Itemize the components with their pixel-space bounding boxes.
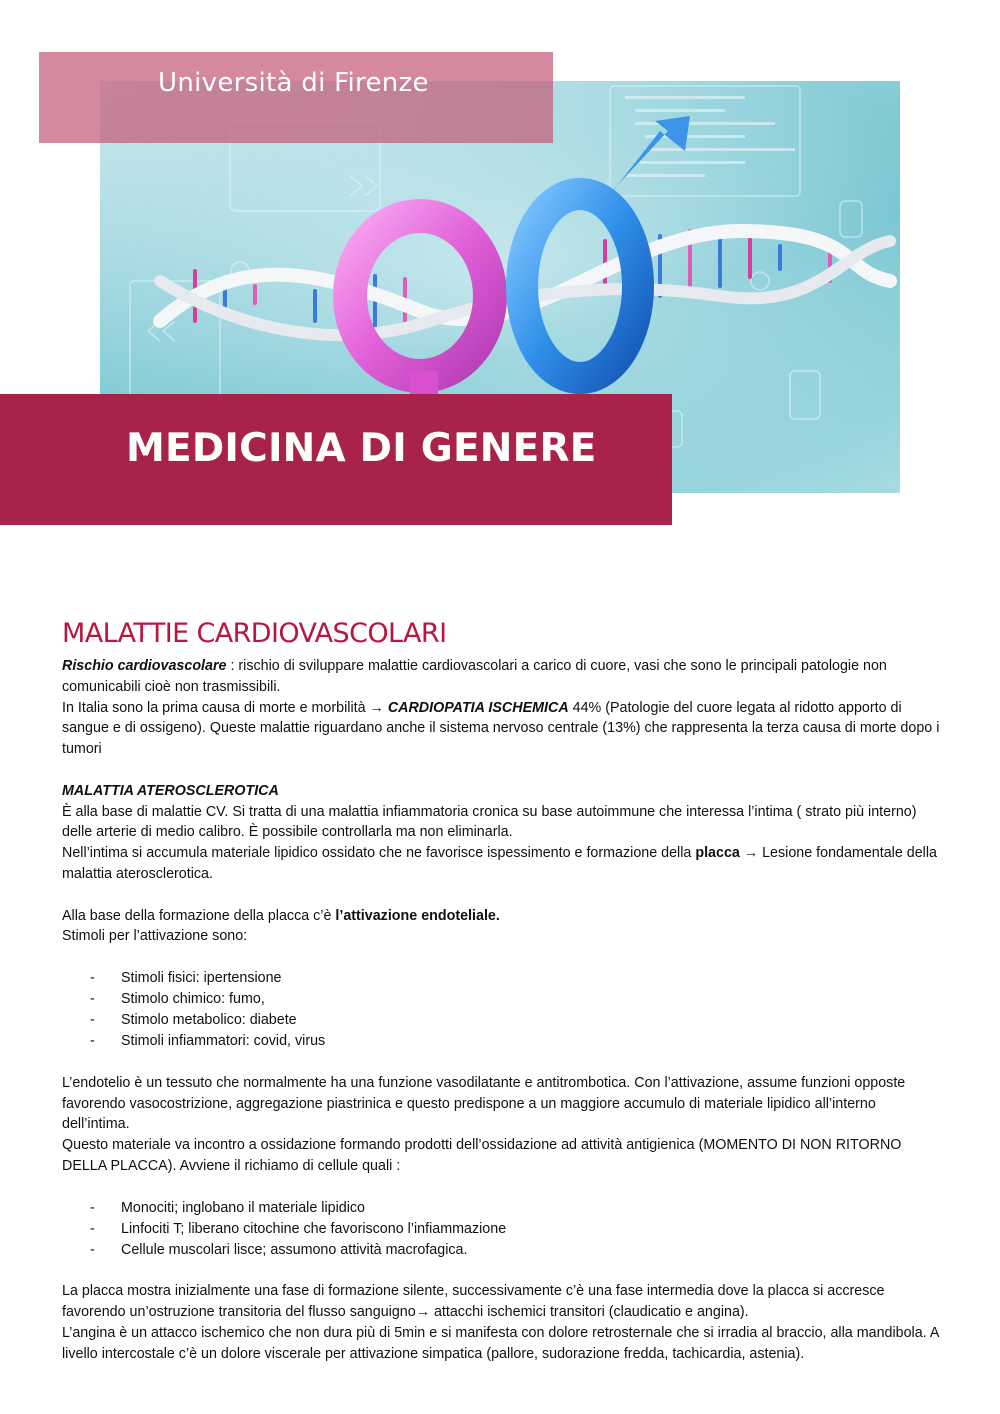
list-item-text: Stimoli infiammatori: covid, virus: [121, 1032, 326, 1049]
spacer: [62, 1177, 942, 1198]
list-item-text: Stimoli fisici: ipertensione: [121, 969, 282, 986]
university-name: Università di Firenze: [158, 68, 429, 98]
list-item: [62, 1198, 942, 1219]
athero-p3-term: l’attivazione endoteliale.: [335, 907, 500, 924]
athero-paragraph-3: [62, 906, 942, 927]
athero-p2-term: placca: [695, 845, 740, 862]
spacer: [62, 760, 942, 781]
section-heading: MALATTIE CARDIOVASCOLARI: [62, 618, 447, 649]
intro-term: Rischio cardiovascolare: [62, 658, 227, 674]
athero-p2-tail: Lesione fondamentale della malattia aterosclerotica.: [62, 845, 937, 882]
intro-text: : rischio di sviluppare malattie cardiovascolari a carico di cuore, vasi che sono le principali patologie non comunicabili cioè non trasmissibili.: [62, 658, 887, 695]
athero-p3-lead: Alla base della formazione della placca c’è: [62, 907, 336, 924]
dash-bullet: -: [90, 1241, 95, 1258]
italy-lead: In Italia sono la prima causa di morte e morbilità: [62, 699, 370, 716]
athero-paragraph-4: Stimoli per l’attivazione sono:: [62, 928, 248, 945]
cells-list: [62, 1198, 942, 1261]
plaque-paragraph-2: L’angina è un attacco ischemico che non dura più di 5min e si manifesta con dolore retrosternale che si irradia al braccio, alla mandibola. A livello intercostale c’è un dolore viscerale per attivazione simpatica (pallore, sudorazione fredda, tachicardia, astenia).: [62, 1324, 939, 1362]
spacer: [62, 1261, 942, 1282]
athero-p2-lead: Nell’intima si accumula materiale lipidico ossidato che ne favorisce ispessimento e formazione della: [62, 845, 696, 862]
list-item-text: Linfociti T; liberano citochine che favoriscono l’infiammazione: [121, 1220, 507, 1237]
athero-paragraph-2: [62, 843, 942, 885]
document-body: [62, 616, 942, 1365]
list-item: [62, 1031, 942, 1052]
intro-paragraph: [62, 656, 942, 698]
italy-text: 44% (Patologie del cuore legata al ridotto apporto di sangue e di ossigeno). Queste malattie riguardano anche il sistema nervoso centrale (13%) che rappresenta la terza causa di morte dopo i tumori: [62, 699, 940, 758]
dash-bullet: -: [90, 990, 95, 1007]
list-item-text: Monociti; inglobano il materiale lipidico: [121, 1199, 365, 1216]
spacer: [62, 885, 942, 906]
list-item-text: Cellule muscolari lisce; assumono attività macrofagica.: [121, 1241, 468, 1258]
arrow-icon: →: [369, 699, 384, 716]
arrow-icon: →: [415, 1304, 430, 1321]
plaque-paragraph-1: [62, 1281, 942, 1323]
italy-paragraph: [62, 698, 942, 760]
spacer: [62, 1052, 942, 1073]
arrow-icon: →: [739, 845, 763, 862]
stimuli-list: [62, 968, 942, 1052]
dash-bullet: -: [90, 1220, 95, 1237]
list-item: [62, 968, 942, 989]
dash-bullet: -: [90, 1199, 95, 1216]
list-item: [62, 989, 942, 1010]
italy-term: CARDIOPATIA ISCHEMICA: [387, 699, 569, 716]
list-item: [62, 1240, 942, 1261]
subheading-atherosclerosis: MALATTIA ATEROSCLEROTICA: [62, 782, 279, 799]
list-item-text: Stimolo chimico: fumo,: [121, 990, 265, 1007]
dash-bullet: -: [90, 1011, 95, 1028]
plaque-p1-tail: attacchi ischemici transitori (claudicatio e angina).: [429, 1304, 749, 1321]
plaque-p1-lead: La placca mostra inizialmente una fase di formazione silente, successivamente c’è una fase intermedia dove la placca si accresce favorendo un’ostruzione transitoria del flusso sanguigno: [62, 1283, 885, 1321]
endothelium-paragraph-1: L’endotelio è un tessuto che normalmente ha una funzione vasodilatante e antitrombotica. Con l’attivazione, assume funzioni opposte favorendo vasocostrizione, aggregazione piastrinica e questo predispone a un maggiore accumulo di materiale lipidico all’interno dell’intima.: [62, 1074, 906, 1133]
dash-bullet: -: [90, 969, 95, 986]
list-item-text: Stimolo metabolico: diabete: [121, 1011, 297, 1028]
cover-header: [0, 0, 1000, 530]
document-title: MEDICINA DI GENERE: [126, 426, 597, 471]
endothelium-paragraph-2: Questo materiale va incontro a ossidazione formando prodotti dell’ossidazione ad attività antigienica (MOMENTO DI NON RITORNO DELLA PLACCA). Avviene il richiamo di cellule quali :: [62, 1137, 902, 1174]
dash-bullet: -: [90, 1032, 95, 1049]
athero-paragraph-1: È alla base di malattie CV. Si tratta di una malattia infiammatoria cronica su base autoimmune che interessa l’intima ( strato più interno) delle arterie di medio calibro. È possibile controllarla ma non eliminarla.: [62, 803, 917, 841]
spacer: [62, 947, 942, 968]
list-item: [62, 1219, 942, 1240]
list-item: [62, 1010, 942, 1031]
